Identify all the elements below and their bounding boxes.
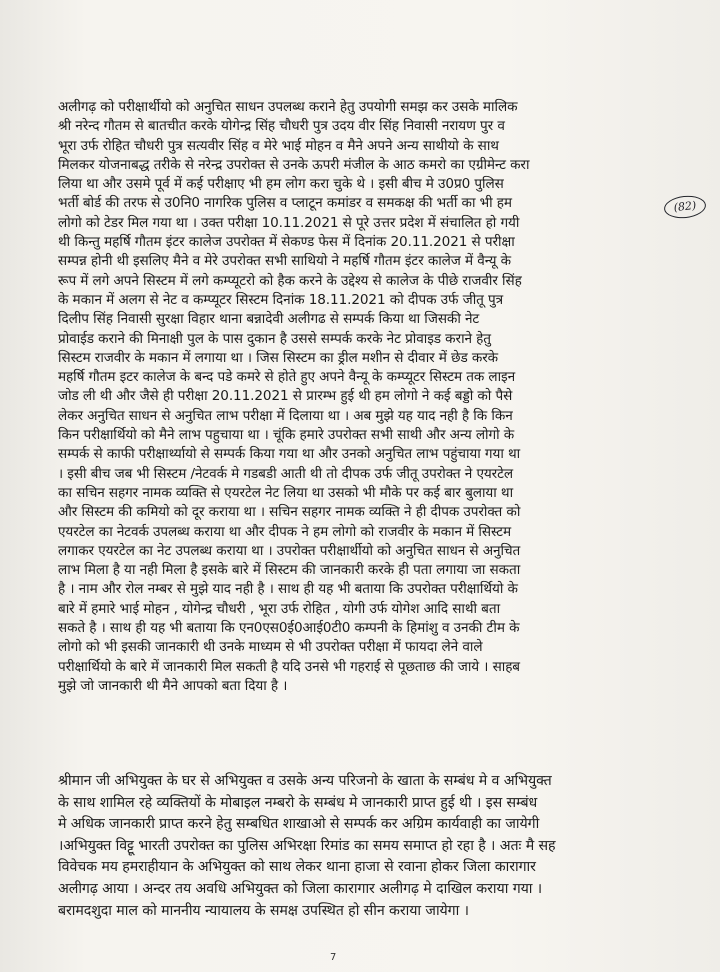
text-line: सम्पन्न होनी थी इसलिए मैने व मेरे उपरोक्त सभी साथियो ने महर्षि गौतम इंटर कालेज में वैन्यू के — [58, 253, 511, 270]
text-line: और सिस्टम की कमियो को दूर कराया था । सचिन सहगर नामक व्यक्ति ने ही दीपक उपरोक्त को — [58, 504, 521, 521]
text-line: एयरटेल का नेटवर्क उपलब्ध कराया था और दीपक ने हम लोगो को राजवीर के मकान में सिस्टम — [58, 523, 511, 540]
text-line: परीक्षार्थियो के बारे में जानकारी मिल सकती है यदि उनसे भी गहराई से पूछताछ की जाये । साहब — [58, 658, 520, 675]
text-line: किन परीक्षार्थियो को मैने लाभ पहुचाया था । चूंकि हमारे उपरोक्त सभी साथी और अन्य लोगो के — [58, 427, 515, 444]
investigation-paragraph — [58, 771, 678, 922]
text-line: प्रोवाईड कराने की मिनाक्षी पुल के पास दुकान है उससे सम्पर्क करके नेट प्रोवाइड कराने हेतु — [58, 330, 491, 347]
text-line: दिलीप सिंह निवासी सुरक्षा विहार थाना बन्नादेवी अलीगढ से सम्पर्क किया था जिसकी नेट — [58, 311, 480, 328]
text-line: श्रीमान जी अभियुक्त के घर से अभियुक्त व उसके अन्य परिजनो के खाता के सम्बंध मे व अभियुक्त — [58, 773, 552, 789]
text-line: भूरा उर्फ रोहित चौधरी पुत्र सत्यवीर सिंह व मेरे भाई मोहन व मैने अपने अन्य साथीयो के साथ — [58, 137, 499, 154]
text-line: जोड ली थी और जैसे ही परीक्षा 20.11.2021 से प्रारम्भ हुई थी हम लोगो ने कई बड्डो को पैसे — [58, 388, 513, 405]
text-line: का सचिन सहगर नामक व्यक्ति से एयरटेल नेट लिया था उसको भी मौके पर कई बार बुलाया था — [58, 484, 514, 501]
statement-paragraph — [58, 98, 678, 696]
text-line: मुझे जो जानकारी थी मैने आपको बता दिया है । — [58, 677, 288, 694]
text-line: अलीगढ़ को परीक्षार्थीयो को अनुचित साधन उपलब्ध कराने हेतु उपयोगी समझ कर उसके मालिक — [58, 99, 518, 115]
text-line: सिस्टम राजवीर के मकान में लगाया था । जिस सिस्टम का ड्रील मशीन से दीवार में छेड करके — [58, 349, 499, 366]
text-line: लगाकर एयरटेल का नेट उपलब्ध कराया था । उपरोक्त परीक्षार्थीयो को अनुचित साधन से अनुचित — [58, 542, 521, 559]
text-line: बरामदशुदा माल को माननीय न्यायालय के समक्ष उपस्थित हो सीन कराया जायेगा । — [58, 902, 469, 919]
text-line: भर्ती बोर्ड की तरफ से उ0नि0 नागरिक पुलिस व प्लाटून कमांडर व समकक्ष की भर्ती का भी हम — [58, 195, 512, 212]
text-line: लोगो को टेडर मिल गया था । उक्त परीक्षा 10.11.2021 से पूरे उत्तर प्रदेश में संचालित हो गयी — [58, 214, 520, 231]
text-line: लिया था और उसमे पूर्व में कई परीक्षाए भी हम लोग करा चुके थे । इसी बीच मे उ0प्र0 पुलिस — [58, 176, 504, 193]
text-line: के साथ शामिल रहे व्यक्तियों के मोबाइल नम्बरो के सम्बंध मे जानकारी प्राप्त हुई थी । इस सम्बंध — [58, 794, 538, 811]
text-line: बारे में हमारे भाई मोहन , योगेन्द्र चौधरी , भूरा उर्फ रोहित , योगी उर्फ योगेश आदि साथी बता — [58, 600, 501, 617]
text-line: ।अभियुक्त विट्टू भारती उपरोक्त का पुलिस अभिरक्षा रिमांड का समय समाप्त हो रहा है । अतः मै सह — [58, 837, 556, 854]
text-line: है । नाम और रोल नम्बर से मुझे याद नही है । साथ ही यह भी बताया कि उपरोक्त परीक्षार्थियो के — [58, 581, 518, 598]
text-line: लोगो को भी इसकी जानकारी थी उनके माध्यम से भी उपरोक्त परीक्षा में फायदा लेने वाले — [58, 639, 483, 656]
text-line: मे अधिक जानकारी प्राप्त करने हेतु सम्बधित शाखाओ से सम्पर्क कर अग्रिम कार्यवाही का जायेगी — [58, 816, 540, 833]
text-line: थी किन्तु महर्षि गौतम इंटर कालेज उपरोक्त में सेकण्ड फेस में दिनांक 20.11.2021 से परीक्षा — [58, 234, 515, 251]
text-line: सम्पर्क से काफी परीक्षार्थ्यायो से सम्पर्क किया गया था और उनको अनुचित लाभ पहुंचाया गया था — [58, 446, 521, 463]
text-line: लाभ मिला है या नही मिला है इसके बारे में सिस्टम की जानकारी करके ही पता लगाया जा सकता — [58, 562, 521, 579]
text-line: श्री नरेन्द गौतम से बातचीत करके योगेन्द्र सिंह चौधरी पुत्र उदय वीर सिंह निवासी नरायण पुर व — [58, 118, 505, 135]
text-line: । इसी बीच जब भी सिस्टम /नेटवर्क मे गडबडी आती थी तो दीपक उर्फ जीतू उपरोक्त ने एयरटेल — [58, 465, 513, 482]
page-number: 7 — [330, 952, 337, 963]
text-line: विवेचक मय हमराहीयान के अभियुक्त को साथ लेकर थाना हाजा से रवाना होकर जिला कारागार — [58, 859, 536, 876]
text-line: महर्षि गौतम इटर कालेज के बन्द पडे कमरे से होते हुए अपने वैन्यू के कम्प्यूटर सिस्टम तक लाइन — [58, 369, 516, 386]
text-line: लेकर अनुचित साधन से अनुचित लाभ परीक्षा में दिलाया था । अब मुझे यह याद नही है कि किन — [58, 407, 513, 424]
text-line: सकते है । साथ ही यह भी बताया कि एन0एस0ई0आई0टी0 कम्पनी के हिमांशु व उनकी टीम के — [58, 620, 520, 637]
text-line: के मकान में अलग से नेट व कम्प्यूटर सिस्टम दिनांक 18.11.2021 को दीपक उर्फ जीतू पुत्र — [58, 291, 504, 308]
handwritten-page-annotation: (82) — [663, 194, 707, 220]
text-line: मिलकर योजनाबद्ध तरीके से नरेन्द्र उपरोक्त से उनके ऊपरी मंजील के आठ कमरो का एग्रीमेन्ट करा — [58, 156, 530, 173]
text-line: रूप में लगे अपने सिस्टम में लगे कम्प्यूटरो को हैक करने के उद्देश्य से कालेज के पीछे राजवीर सिंह — [58, 272, 522, 289]
text-line: अलीगढ़ आया । अन्दर तय अवधि अभियुक्त को जिला कारागार अलीगढ़ मे दाखिल कराया गया । — [58, 880, 543, 897]
